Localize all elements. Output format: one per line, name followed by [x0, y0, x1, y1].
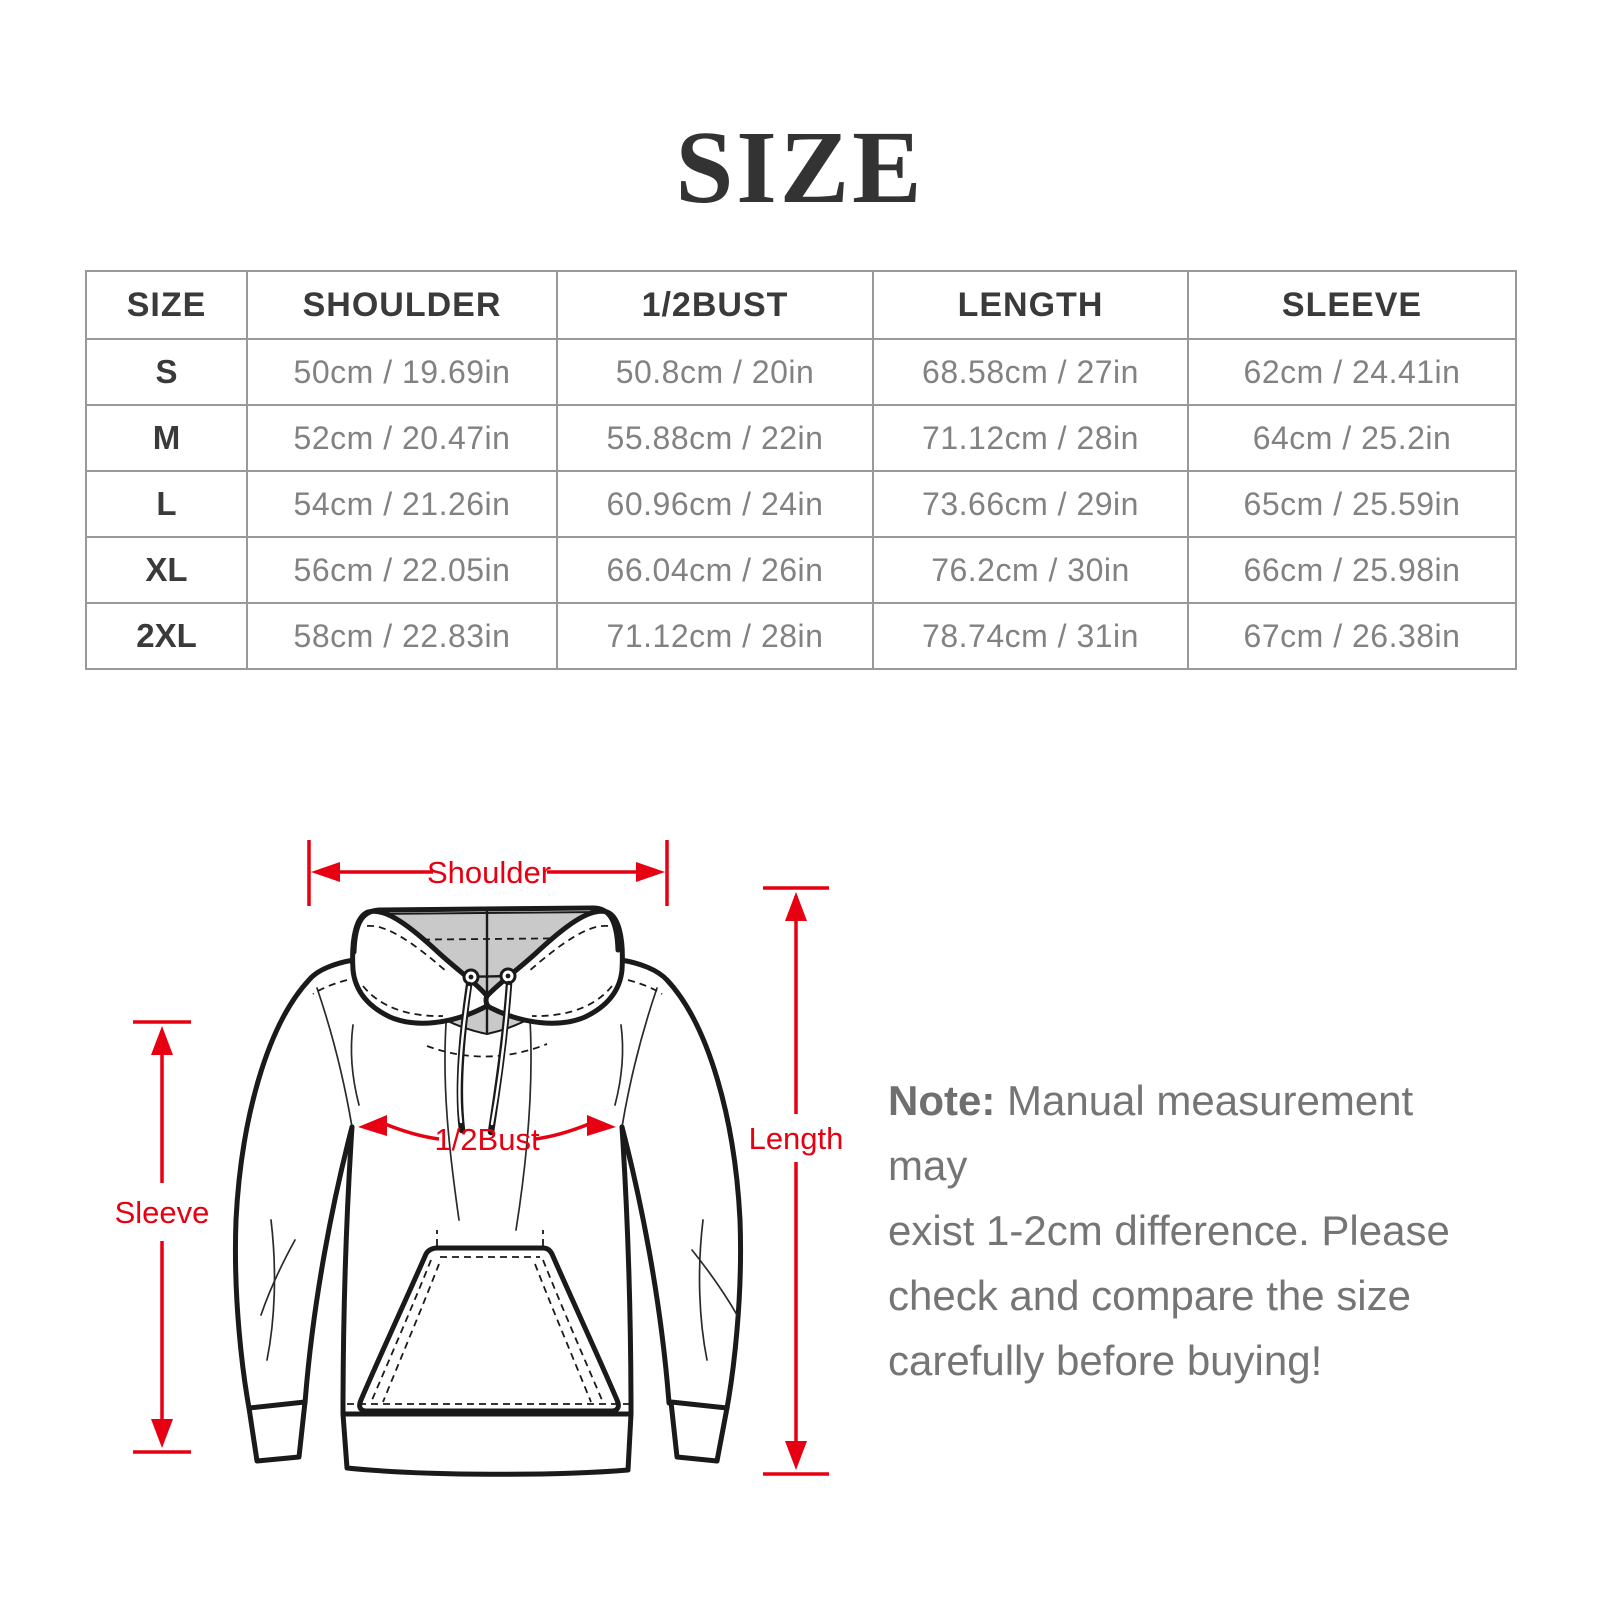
- cell-size-m: M: [86, 405, 247, 471]
- header-cell-sleeve: SLEEVE: [1188, 271, 1516, 339]
- cell-sleeve-xl: 66cm / 25.98in: [1188, 537, 1516, 603]
- cell-sleeve-s: 62cm / 24.41in: [1188, 339, 1516, 405]
- cell-size-2xl: 2XL: [86, 603, 247, 669]
- cell-size-l: L: [86, 471, 247, 537]
- half-bust-label: 1/2Bust: [434, 1122, 540, 1157]
- header-cell-shoulder: SHOULDER: [247, 271, 557, 339]
- cell-sleeve-l: 65cm / 25.59in: [1188, 471, 1516, 537]
- note-line-1: [888, 1068, 1488, 1198]
- cell-shoulder-m: 52cm / 20.47in: [247, 405, 557, 471]
- page-title: SIZE: [675, 110, 925, 225]
- cell-halfbust-l: 60.96cm / 24in: [557, 471, 873, 537]
- note-line-1-text: Manual measurement may: [888, 1077, 1414, 1189]
- length-label: Length: [748, 1121, 844, 1156]
- cell-shoulder-xl: 56cm / 22.05in: [247, 537, 557, 603]
- table-row-l: [86, 471, 1516, 537]
- hem-band: [343, 1414, 631, 1474]
- cuff-right: [671, 1402, 727, 1461]
- cell-length-2xl: 78.74cm / 31in: [873, 603, 1188, 669]
- note-label: Note:: [888, 1077, 996, 1124]
- table-row-2xl: [86, 603, 1516, 669]
- size-table: [85, 270, 1517, 670]
- length-arrow: [749, 888, 844, 1474]
- half-bust-arrow: [358, 1115, 616, 1157]
- cell-shoulder-s: 50cm / 19.69in: [247, 339, 557, 405]
- cell-length-m: 71.12cm / 28in: [873, 405, 1188, 471]
- note-text: [888, 1068, 1488, 1393]
- note-line-4: carefully before buying!: [888, 1337, 1323, 1384]
- cell-size-xl: XL: [86, 537, 247, 603]
- header-cell-size: SIZE: [86, 271, 247, 339]
- cell-sleeve-2xl: 67cm / 26.38in: [1188, 603, 1516, 669]
- cell-shoulder-l: 54cm / 21.26in: [247, 471, 557, 537]
- cell-halfbust-m: 55.88cm / 22in: [557, 405, 873, 471]
- header-cell-length: LENGTH: [873, 271, 1188, 339]
- sleeve-arrow: [115, 1022, 210, 1452]
- cell-length-xl: 76.2cm / 30in: [873, 537, 1188, 603]
- grommet-right-hole: [506, 974, 511, 979]
- note-line-2: exist 1-2cm difference. Please: [888, 1207, 1450, 1254]
- table-row-s: [86, 339, 1516, 405]
- cell-sleeve-m: 64cm / 25.2in: [1188, 405, 1516, 471]
- hoodie-measurement-diagram: [95, 800, 855, 1500]
- cell-halfbust-xl: 66.04cm / 26in: [557, 537, 873, 603]
- table-header-row: [86, 271, 1516, 339]
- shoulder-arrow: [309, 840, 667, 906]
- cell-size-s: S: [86, 339, 247, 405]
- cell-halfbust-2xl: 71.12cm / 28in: [557, 603, 873, 669]
- cell-length-s: 68.58cm / 27in: [873, 339, 1188, 405]
- kangaroo-pocket: [347, 1230, 629, 1411]
- shoulder-label: Shoulder: [426, 855, 552, 890]
- sleeve-label: Sleeve: [114, 1195, 210, 1230]
- grommet-left-hole: [469, 975, 474, 980]
- table-row-xl: [86, 537, 1516, 603]
- note-line-3: check and compare the size: [888, 1272, 1411, 1319]
- cuff-left: [249, 1402, 305, 1461]
- cell-length-l: 73.66cm / 29in: [873, 471, 1188, 537]
- header-cell-halfbust: 1/2BUST: [557, 271, 873, 339]
- cell-shoulder-2xl: 58cm / 22.83in: [247, 603, 557, 669]
- table-row-m: [86, 405, 1516, 471]
- cell-halfbust-s: 50.8cm / 20in: [557, 339, 873, 405]
